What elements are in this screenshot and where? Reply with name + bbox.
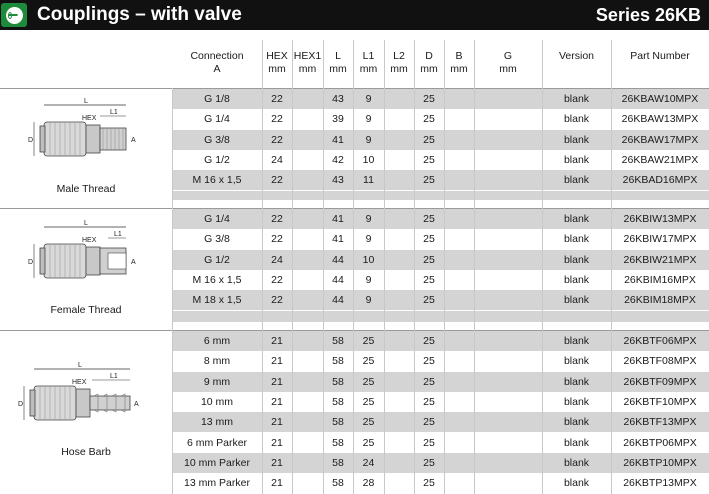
cell-hex1 xyxy=(292,170,323,190)
cell-b xyxy=(444,209,474,229)
cell-l2 xyxy=(384,109,414,129)
cell-b xyxy=(444,392,474,412)
cell-hex1 xyxy=(292,290,323,310)
cell-b xyxy=(444,351,474,371)
cell-l1: 25 xyxy=(362,436,375,449)
cell-g xyxy=(474,150,542,170)
cell-l: 41 xyxy=(332,213,344,225)
cell-l1: 11 xyxy=(363,174,374,187)
dimension-label-d: D xyxy=(18,401,24,408)
section-label: Male Thread xyxy=(56,183,116,195)
column-header-line2: mm xyxy=(499,63,517,75)
cell-part: 26KBTP13MPX xyxy=(623,477,697,490)
cell-hex1 xyxy=(292,453,323,473)
cell-hex: 22 xyxy=(271,93,283,105)
cell-hex: 22 xyxy=(271,174,283,187)
cell-hex1 xyxy=(292,89,323,109)
cell-l: 58 xyxy=(332,335,344,347)
table-row xyxy=(172,209,709,229)
cell-l: 58 xyxy=(332,477,344,490)
table-row xyxy=(172,109,709,129)
column-divider xyxy=(414,40,415,494)
cell-g xyxy=(474,392,542,412)
cell-d: 25 xyxy=(423,416,435,429)
column-divider xyxy=(323,40,324,494)
cell-g xyxy=(474,229,542,249)
table-row xyxy=(172,372,709,392)
cell-conn: G 1/8 xyxy=(204,93,230,105)
column-header-line2: mm xyxy=(359,63,378,75)
table-row xyxy=(172,473,709,493)
cell-part: 26KBTP06MPX xyxy=(623,436,697,449)
column-header-line2: mm xyxy=(450,63,468,75)
cell-b xyxy=(444,372,474,392)
dimension-label-d: D xyxy=(28,137,34,144)
cell-hex: 21 xyxy=(271,477,283,490)
cell-l1: 25 xyxy=(362,355,375,368)
cell-hex1 xyxy=(292,392,323,412)
cell-conn: M 16 x 1,5 xyxy=(192,273,242,286)
cell-g xyxy=(474,331,542,351)
cell-hex1 xyxy=(292,150,323,170)
cell-l1: 9 xyxy=(365,213,372,225)
column-header-line1: B xyxy=(455,50,463,62)
cell-l2 xyxy=(384,331,414,351)
cell-l1: 25 xyxy=(362,375,375,388)
coupling-logo-icon xyxy=(1,3,27,27)
cell-conn: 10 mm Parker xyxy=(184,456,250,469)
dimension-label-l: L xyxy=(84,220,88,227)
row-spacer xyxy=(172,311,709,323)
cell-l: 58 xyxy=(332,436,344,449)
cell-d: 25 xyxy=(423,153,435,166)
cell-part: 26KBTF10MPX xyxy=(623,395,697,408)
cell-l2 xyxy=(384,412,414,432)
cell-part: 26KBTF08MPX xyxy=(623,355,697,368)
cell-hex: 21 xyxy=(271,436,283,449)
column-divider xyxy=(262,40,263,494)
column-header-line1: L xyxy=(335,50,341,62)
cell-version: blank xyxy=(563,153,590,166)
dimension-label-l1: L1 xyxy=(114,231,122,238)
cell-b xyxy=(444,453,474,473)
column-header-line2: mm xyxy=(268,63,286,75)
dimension-label-a: A xyxy=(134,401,139,408)
cell-g xyxy=(474,473,542,493)
section-label: Hose Barb xyxy=(61,446,111,458)
cell-hex1 xyxy=(292,473,323,493)
cell-d: 25 xyxy=(423,93,435,105)
column-header-line1: HEX xyxy=(266,50,288,62)
cell-l: 44 xyxy=(332,294,344,307)
cell-hex: 22 xyxy=(271,273,283,286)
cell-version: blank xyxy=(563,477,590,490)
cell-d: 25 xyxy=(423,436,435,449)
row-spacer xyxy=(172,191,709,201)
table-row xyxy=(172,170,709,190)
cell-part: 26KBTF09MPX xyxy=(623,375,697,388)
cell-version: blank xyxy=(563,395,590,408)
cell-version: blank xyxy=(563,133,590,146)
cell-part: 26KBIW13MPX xyxy=(623,213,697,225)
cell-g xyxy=(474,89,542,109)
cell-hex: 21 xyxy=(271,355,283,368)
cell-l2 xyxy=(384,170,414,190)
cell-conn: 13 mm Parker xyxy=(184,477,250,490)
cell-l1: 25 xyxy=(362,395,375,408)
cell-g xyxy=(474,372,542,392)
column-divider xyxy=(542,40,543,494)
cell-l2 xyxy=(384,473,414,493)
cell-l2 xyxy=(384,150,414,170)
cell-version: blank xyxy=(563,416,590,429)
coupling-drawing-male xyxy=(28,96,158,176)
coupling-drawing-female xyxy=(28,218,158,298)
cell-version: blank xyxy=(563,174,590,187)
cell-l: 39 xyxy=(332,113,344,126)
cell-version: blank xyxy=(563,113,590,126)
table-row xyxy=(172,250,709,270)
cell-version: blank xyxy=(563,253,590,266)
table-row xyxy=(172,150,709,170)
cell-version: blank xyxy=(563,355,590,368)
cell-g xyxy=(474,209,542,229)
dimension-label-l: L xyxy=(78,362,82,369)
cell-hex1 xyxy=(292,270,323,290)
cell-conn: 9 mm xyxy=(203,375,231,388)
cell-hex1 xyxy=(292,130,323,150)
cell-g xyxy=(474,170,542,190)
cell-d: 25 xyxy=(423,213,435,225)
cell-l: 58 xyxy=(332,416,344,429)
cell-l1: 24 xyxy=(362,456,375,469)
dimension-label-l1: L1 xyxy=(110,109,118,116)
cell-b xyxy=(444,229,474,249)
cell-b xyxy=(444,170,474,190)
cell-hex1 xyxy=(292,372,323,392)
cell-conn: G 1/4 xyxy=(204,213,230,225)
cell-hex: 21 xyxy=(271,335,283,347)
cell-part: 26KBAW21MPX xyxy=(621,153,699,166)
cell-part: 26KBIW17MPX xyxy=(623,233,697,246)
cell-part: 26KBTF06MPX xyxy=(623,335,697,347)
column-divider xyxy=(611,40,612,494)
cell-l2 xyxy=(384,250,414,270)
cell-hex1 xyxy=(292,331,323,351)
cell-l2 xyxy=(384,130,414,150)
table-row xyxy=(172,433,709,453)
cell-hex1 xyxy=(292,209,323,229)
table-row xyxy=(172,412,709,432)
coupling-drawing-barb xyxy=(18,360,148,440)
cell-d: 25 xyxy=(423,273,435,286)
cell-conn: 8 mm xyxy=(203,355,231,368)
dimension-label-a: A xyxy=(131,259,136,266)
cell-part: 26KBAW17MPX xyxy=(621,133,699,146)
cell-conn: 6 mm Parker xyxy=(186,436,248,449)
column-divider xyxy=(292,40,293,494)
cell-hex: 24 xyxy=(271,253,283,266)
cell-part: 26KBAW10MPX xyxy=(621,93,699,105)
cell-conn: M 18 x 1,5 xyxy=(192,294,242,307)
dimension-label-hex: HEX xyxy=(72,379,87,386)
table-row xyxy=(172,290,709,310)
cell-l1: 9 xyxy=(365,294,372,307)
cell-hex: 21 xyxy=(271,416,283,429)
cell-g xyxy=(474,250,542,270)
cell-hex1 xyxy=(292,351,323,371)
cell-version: blank xyxy=(563,213,590,225)
header-bar xyxy=(0,0,709,30)
cell-b xyxy=(444,473,474,493)
cell-g xyxy=(474,270,542,290)
cell-part: 26KBAD16MPX xyxy=(622,174,698,187)
cell-hex: 22 xyxy=(271,233,283,246)
cell-l: 44 xyxy=(332,253,344,266)
cell-d: 25 xyxy=(423,294,435,307)
column-header-line1: L1 xyxy=(362,50,375,62)
cell-conn: G 1/2 xyxy=(204,253,230,266)
cell-l2 xyxy=(384,392,414,412)
dimension-label-l: L xyxy=(84,98,88,105)
cell-b xyxy=(444,109,474,129)
cell-l2 xyxy=(384,433,414,453)
column-header-line1: Connection xyxy=(190,50,244,62)
cell-l: 41 xyxy=(332,133,344,146)
cell-hex1 xyxy=(292,433,323,453)
cell-d: 25 xyxy=(423,395,435,408)
cell-conn: 10 mm xyxy=(200,395,234,408)
dimension-label-a: A xyxy=(131,137,136,144)
cell-hex1 xyxy=(292,250,323,270)
cell-l1: 9 xyxy=(365,133,372,146)
column-header-line1: Version xyxy=(558,50,595,62)
column-header-line2: A xyxy=(213,63,221,75)
cell-part: 26KBAW13MPX xyxy=(621,113,699,126)
cell-l2 xyxy=(384,290,414,310)
cell-part: 26KBIM18MPX xyxy=(624,294,696,307)
cell-l2 xyxy=(384,351,414,371)
section-label: Female Thread xyxy=(50,304,122,316)
cell-l2 xyxy=(384,372,414,392)
cell-hex1 xyxy=(292,412,323,432)
column-header-line1: D xyxy=(425,50,433,62)
cell-conn: M 16 x 1,5 xyxy=(192,174,242,187)
cell-d: 25 xyxy=(423,133,435,146)
cell-version: blank xyxy=(563,375,590,388)
cell-g xyxy=(474,412,542,432)
cell-b xyxy=(444,150,474,170)
cell-version: blank xyxy=(563,273,590,286)
cell-l1: 9 xyxy=(365,113,372,126)
table-row xyxy=(172,229,709,249)
dimension-label-d: D xyxy=(28,259,34,266)
column-header-line1: L2 xyxy=(393,50,405,62)
cell-l: 43 xyxy=(332,174,344,187)
cell-d: 25 xyxy=(423,113,435,126)
cell-conn: G 1/4 xyxy=(204,113,230,126)
cell-hex1 xyxy=(292,229,323,249)
cell-d: 25 xyxy=(423,174,435,187)
column-header-line1: HEX1 xyxy=(293,50,322,62)
cell-l1: 10 xyxy=(362,253,375,266)
cell-l: 44 xyxy=(332,273,344,286)
cell-l2 xyxy=(384,270,414,290)
cell-hex: 21 xyxy=(271,375,283,388)
dimension-label-l1: L1 xyxy=(110,373,118,380)
cell-conn: G 3/8 xyxy=(204,233,230,246)
cell-part: 26KBTP10MPX xyxy=(623,456,697,469)
column-header-line1: Part Number xyxy=(630,50,690,62)
cell-b xyxy=(444,130,474,150)
cell-hex: 22 xyxy=(271,133,283,146)
cell-version: blank xyxy=(563,294,590,307)
column-divider xyxy=(444,40,445,494)
cell-g xyxy=(474,351,542,371)
cell-version: blank xyxy=(563,335,590,347)
cell-l1: 9 xyxy=(365,93,372,105)
cell-l1: 10 xyxy=(362,153,375,166)
cell-conn: 6 mm xyxy=(203,335,231,347)
column-divider xyxy=(172,88,173,494)
table-row xyxy=(172,351,709,371)
cell-l: 58 xyxy=(332,456,344,469)
column-header-line2: mm xyxy=(390,63,408,75)
cell-hex1 xyxy=(292,109,323,129)
cell-l1: 9 xyxy=(365,273,372,286)
cell-part: 26KBTF13MPX xyxy=(623,416,697,429)
series-title: Series 26KB xyxy=(595,5,701,25)
cell-l1: 28 xyxy=(362,477,375,490)
cell-b xyxy=(444,250,474,270)
cell-l2 xyxy=(384,229,414,249)
cell-b xyxy=(444,331,474,351)
cell-hex: 22 xyxy=(271,213,283,225)
cell-d: 25 xyxy=(423,253,435,266)
cell-g xyxy=(474,290,542,310)
column-header-line2: mm xyxy=(420,63,438,75)
column-divider xyxy=(384,40,385,494)
cell-part: 26KBIM16MPX xyxy=(624,273,696,286)
cell-l: 58 xyxy=(332,355,344,368)
cell-hex: 21 xyxy=(271,395,283,408)
cell-g xyxy=(474,130,542,150)
cell-d: 25 xyxy=(423,456,435,469)
table-row xyxy=(172,89,709,109)
column-divider xyxy=(474,40,475,494)
cell-g xyxy=(474,109,542,129)
page-title: Couplings – with valve xyxy=(37,4,242,25)
dimension-label-hex: HEX xyxy=(82,237,97,244)
cell-hex: 24 xyxy=(271,153,283,166)
cell-version: blank xyxy=(563,233,590,246)
cell-l2 xyxy=(384,209,414,229)
cell-l: 41 xyxy=(332,233,344,246)
cell-conn: G 3/8 xyxy=(204,133,230,146)
cell-l: 58 xyxy=(332,395,344,408)
cell-conn: G 1/2 xyxy=(204,153,230,166)
cell-b xyxy=(444,433,474,453)
table-row xyxy=(172,130,709,150)
cell-hex: 22 xyxy=(271,113,283,126)
cell-b xyxy=(444,89,474,109)
table-row xyxy=(172,270,709,290)
table-row xyxy=(172,453,709,473)
cell-part: 26KBIW21MPX xyxy=(623,253,697,266)
cell-l1: 25 xyxy=(362,335,375,347)
cell-version: blank xyxy=(563,93,590,105)
cell-d: 25 xyxy=(423,233,435,246)
cell-b xyxy=(444,270,474,290)
dimension-label-hex: HEX xyxy=(82,115,97,122)
cell-b xyxy=(444,290,474,310)
cell-d: 25 xyxy=(423,355,435,368)
cell-d: 25 xyxy=(423,375,435,388)
column-header-line2: mm xyxy=(329,63,347,75)
cell-g xyxy=(474,453,542,473)
cell-version: blank xyxy=(563,456,590,469)
column-header-line2: mm xyxy=(298,63,317,75)
cell-d: 25 xyxy=(423,335,435,347)
cell-d: 25 xyxy=(423,477,435,490)
cell-version: blank xyxy=(563,436,590,449)
cell-hex: 21 xyxy=(271,456,283,469)
cell-l: 42 xyxy=(332,153,344,166)
table-row xyxy=(172,392,709,412)
cell-l2 xyxy=(384,89,414,109)
cell-conn: 13 mm xyxy=(200,416,234,429)
cell-g xyxy=(474,433,542,453)
column-header-line1: G xyxy=(503,50,513,62)
cell-l: 43 xyxy=(332,93,344,105)
cell-l2 xyxy=(384,453,414,473)
cell-hex: 22 xyxy=(271,294,283,307)
table-row xyxy=(172,331,709,351)
cell-l1: 9 xyxy=(365,233,372,246)
cell-l: 58 xyxy=(332,375,344,388)
cell-b xyxy=(444,412,474,432)
cell-l1: 25 xyxy=(362,416,375,429)
column-divider xyxy=(353,40,354,494)
